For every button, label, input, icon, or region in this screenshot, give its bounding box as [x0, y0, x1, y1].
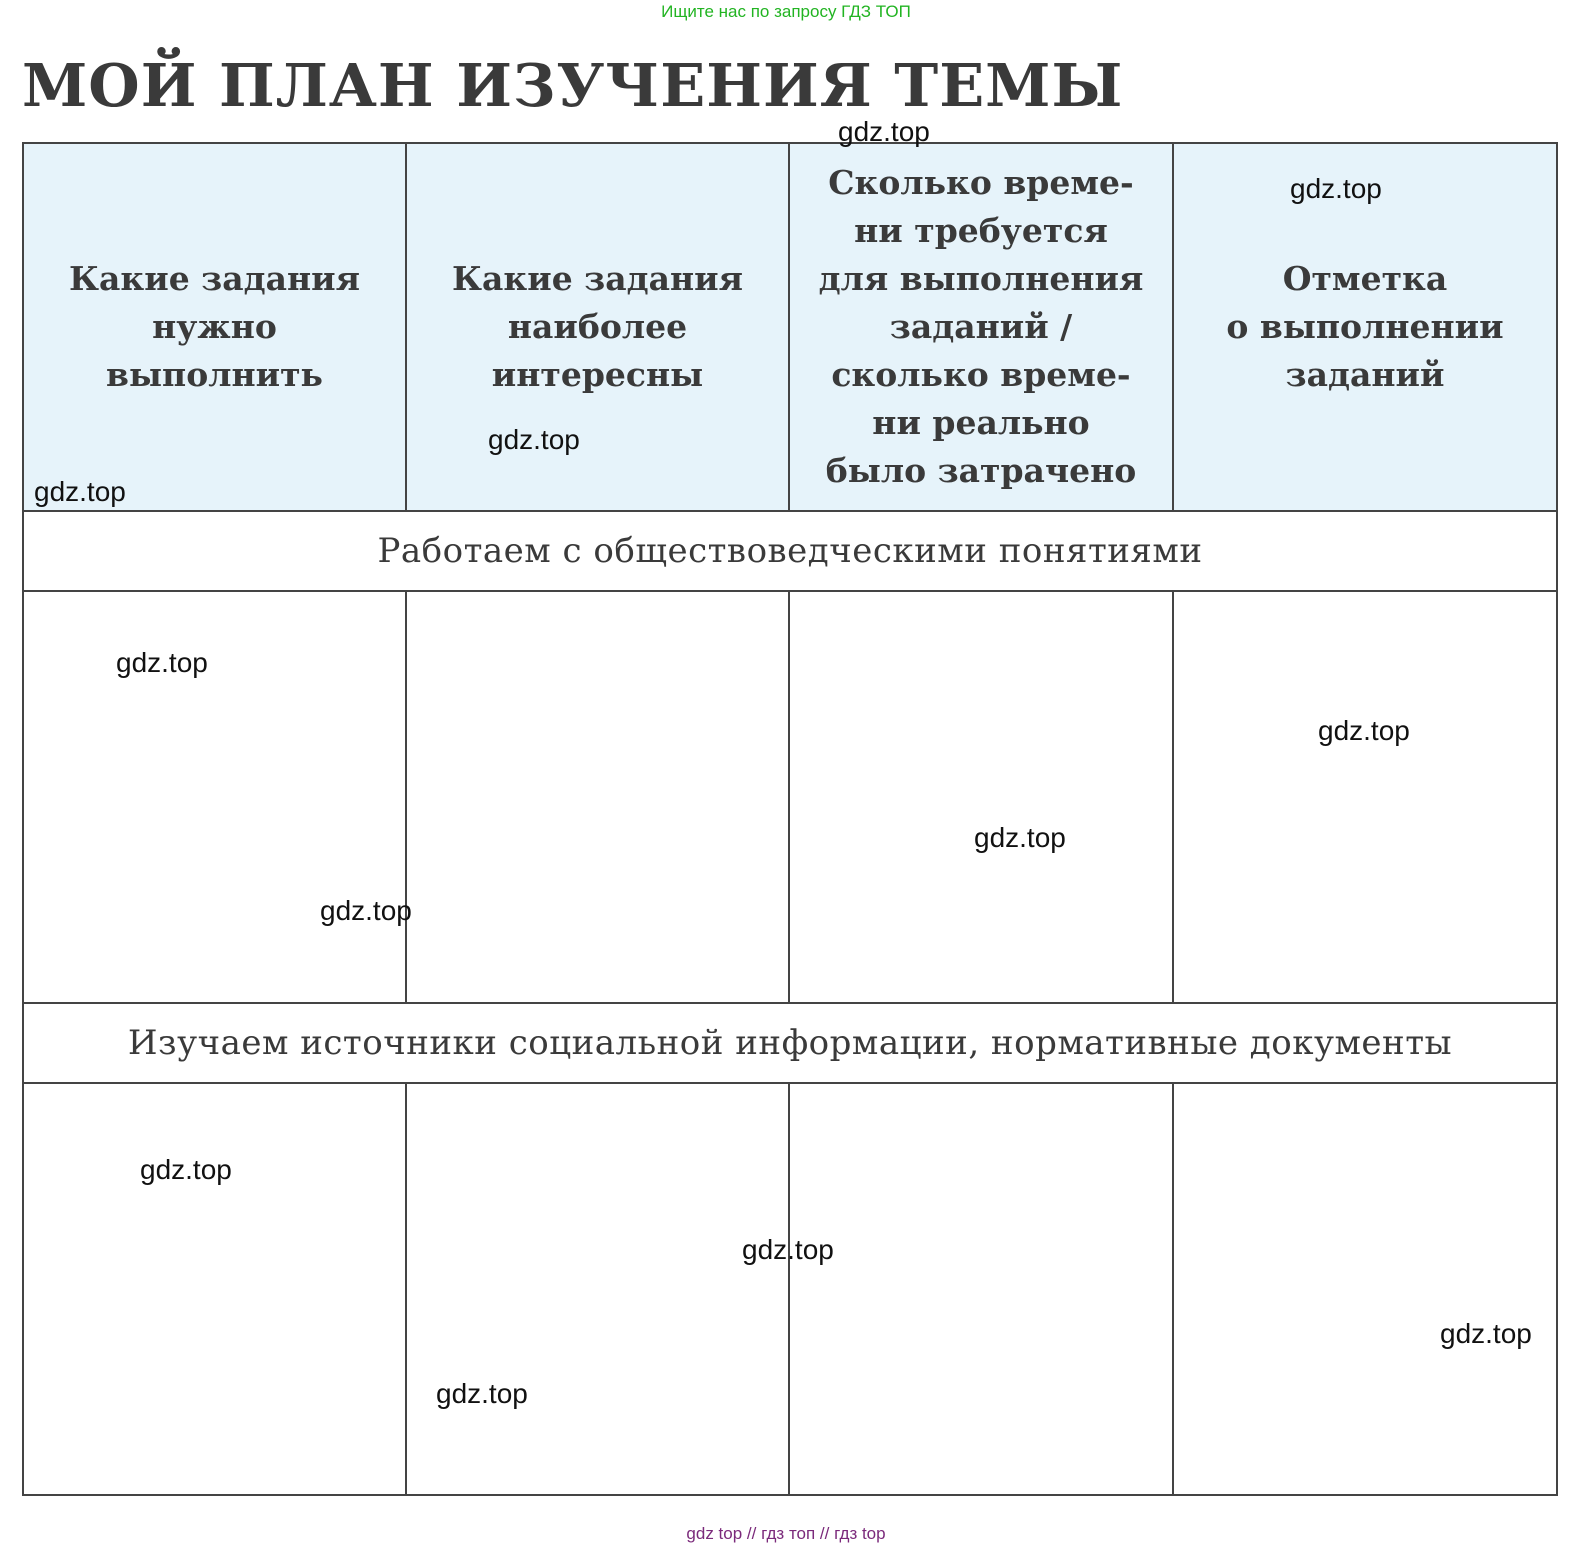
table-row	[23, 1083, 1557, 1495]
watermark: gdz.top	[116, 647, 208, 678]
watermark: gdz.top	[488, 424, 580, 455]
answer-cell[interactable]	[1173, 591, 1557, 1003]
study-plan-table	[22, 142, 1558, 1496]
watermark: gdz.top	[838, 116, 930, 147]
answer-cell[interactable]	[23, 591, 406, 1003]
header-tasks-to-do: Какие задания нужно выполнить	[23, 143, 406, 511]
section-row-concepts	[23, 511, 1557, 591]
answer-cell[interactable]	[789, 1083, 1173, 1495]
watermark: gdz.top	[320, 895, 412, 926]
section-row-sources	[23, 1003, 1557, 1083]
watermark: gdz.top	[1290, 173, 1382, 204]
header-most-interesting: Какие задания наиболее интересны	[406, 143, 789, 511]
watermark: gdz.top	[742, 1234, 834, 1265]
answer-cell[interactable]	[789, 591, 1173, 1003]
table-row	[23, 591, 1557, 1003]
watermark: gdz.top	[34, 476, 126, 507]
top-banner[interactable]: Ищите нас по запросу ГДЗ ТОП	[661, 2, 911, 21]
watermark: gdz.top	[974, 822, 1066, 853]
bottom-footer[interactable]: gdz top // гдз топ // гдз top	[686, 1524, 886, 1543]
header-completion-mark: Отметка о выполнении заданий	[1173, 143, 1557, 511]
section-title-concepts: Работаем с обществоведческими понятиями	[23, 511, 1557, 591]
header-time-required: Сколько време- ни требуется для выполнения заданий / сколько време- ни реально было затрачено	[789, 143, 1173, 511]
page-title: МОЙ ПЛАН ИЗУЧЕНИЯ ТЕМЫ	[22, 51, 1124, 120]
section-title-sources: Изучаем источники социальной информации, нормативные документы	[23, 1003, 1557, 1083]
watermark: gdz.top	[1440, 1318, 1532, 1349]
watermark: gdz.top	[436, 1378, 528, 1409]
watermark: gdz.top	[1318, 715, 1410, 746]
answer-cell[interactable]	[1173, 1083, 1557, 1495]
answer-cell[interactable]	[406, 591, 789, 1003]
answer-cell[interactable]	[23, 1083, 406, 1495]
answer-cell[interactable]	[406, 1083, 789, 1495]
watermark: gdz.top	[140, 1154, 232, 1185]
